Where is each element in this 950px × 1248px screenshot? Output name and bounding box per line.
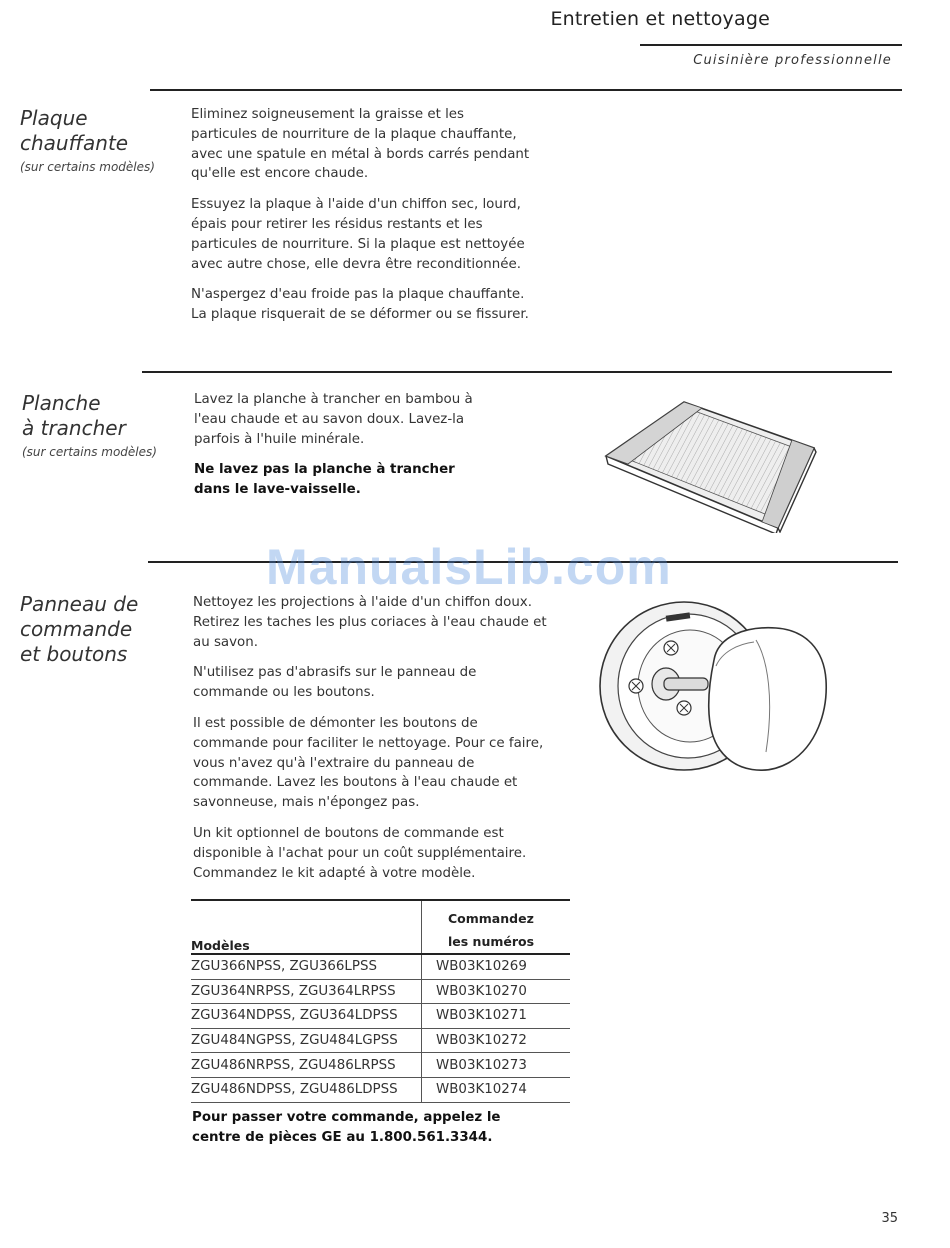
griddle-section-heading [20,106,180,174]
model-cell: ZGU486NRPSS, ZGU486LRPSS [191,1053,422,1078]
control-panel-title-line1: Panneau de [20,592,139,616]
control-panel-paragraph: N'utilisez pas d'abrasifs sur le panneau de commande ou les boutons. [193,665,477,701]
cutting-board-illustration [600,398,818,533]
page-header-title: Entretien et nettoyage [550,8,770,30]
cutting-board-section-heading [22,391,182,459]
cutting-board-title-line2: à trancher [22,416,126,440]
control-panel-title-line2: commande [20,617,133,641]
part-cell: WB03K10274 [422,1077,571,1102]
part-cell: WB03K10271 [422,1004,571,1029]
models-column-header [191,900,422,954]
page-number: 35 [881,1211,898,1226]
watermark-text: ManualsLib.com [266,539,672,595]
section-divider [142,371,892,373]
cutting-board-warning: Ne lavez pas la planche à trancher dans le lave-vaisselle. [194,462,455,498]
order-note: Pour passer votre commande, appelez le centre de pièces GE au 1.800.561.3344. [192,1110,501,1145]
table-row [191,1004,570,1029]
table-row [191,954,570,979]
griddle-body [191,105,531,336]
control-panel-paragraph: Il est possible de démonter les boutons de commande pour faciliter le nettoyage. Pour ce faire, vous n'avez qu'à l'extraire du panneau de commande. Lavez les boutons à l'eau chaude et savonneuse, mais n'épongez pas. [193,715,544,811]
control-panel-section-heading [20,592,180,667]
model-cell: ZGU364NRPSS, ZGU364LRPSS [191,979,422,1004]
control-panel-paragraph: Nettoyez les projections à l'aide d'un chiffon doux. Retirez les taches les plus coriaces à l'eau chaude et au savon. [193,595,547,650]
model-cell: ZGU364NDPSS, ZGU364LDPSS [191,1004,422,1029]
control-panel-paragraph: Un kit optionnel de boutons de commande est disponible à l'achat pour un coût supplémentaire. Commandez le kit adapté à votre modèle. [193,825,527,881]
table-row [191,1028,570,1053]
griddle-note: (sur certains modèles) [20,160,155,174]
griddle-paragraph: Eliminez soigneusement la graisse et les particules de nourriture de la plaque chauffante, avec une spatule en métal à bords carrés pendant qu'elle est encore chaude. [191,107,530,182]
cutting-board-note: (sur certains modèles) [22,445,157,459]
griddle-title-line1: Plaque [20,106,88,130]
model-cell: ZGU484NGPSS, ZGU484LGPSS [191,1028,422,1053]
table-header-row [191,900,570,954]
models-header-label: Modèles [191,938,250,953]
part-cell: WB03K10269 [422,954,571,979]
model-cell: ZGU486NDPSS, ZGU486LDPSS [191,1077,422,1102]
part-header-line1: Commandez [448,911,534,926]
part-cell: WB03K10272 [422,1028,571,1053]
griddle-paragraph: N'aspergez d'eau froide pas la plaque chauffante. La plaque risquerait de se déformer ou se fissurer. [191,287,529,323]
control-panel-title-line3: et boutons [20,642,128,666]
cutting-board-title-line1: Planche [22,391,101,415]
header-rule [640,44,902,46]
section-divider [150,89,902,91]
control-panel-body [193,593,553,894]
table-row [191,979,570,1004]
part-header-line2: les numéros [448,934,535,949]
griddle-title-line2: chauffante [20,131,129,155]
cutting-board-body [194,390,494,511]
cutting-board-paragraph: Lavez la planche à trancher en bambou à l'eau chaude et au savon doux. Lavez-la parfois à l'huile minérale. [194,392,473,447]
part-number-column-header [422,900,571,954]
page-header-subtitle: Cuisinière professionnelle [693,53,892,68]
griddle-paragraph: Essuyez la plaque à l'aide d'un chiffon sec, lourd, épais pour retirer les résidus restants et les particules de nourriture. Si la plaque est nettoyée avec autre chose, elle devra être reconditionnée. [191,197,525,272]
table-row [191,1077,570,1102]
table-row [191,1053,570,1078]
model-cell: ZGU366NPSS, ZGU366LPSS [191,954,422,979]
parts-table [191,899,570,1103]
part-cell: WB03K10270 [422,979,571,1004]
control-knob-illustration [596,600,830,782]
part-cell: WB03K10273 [422,1053,571,1078]
